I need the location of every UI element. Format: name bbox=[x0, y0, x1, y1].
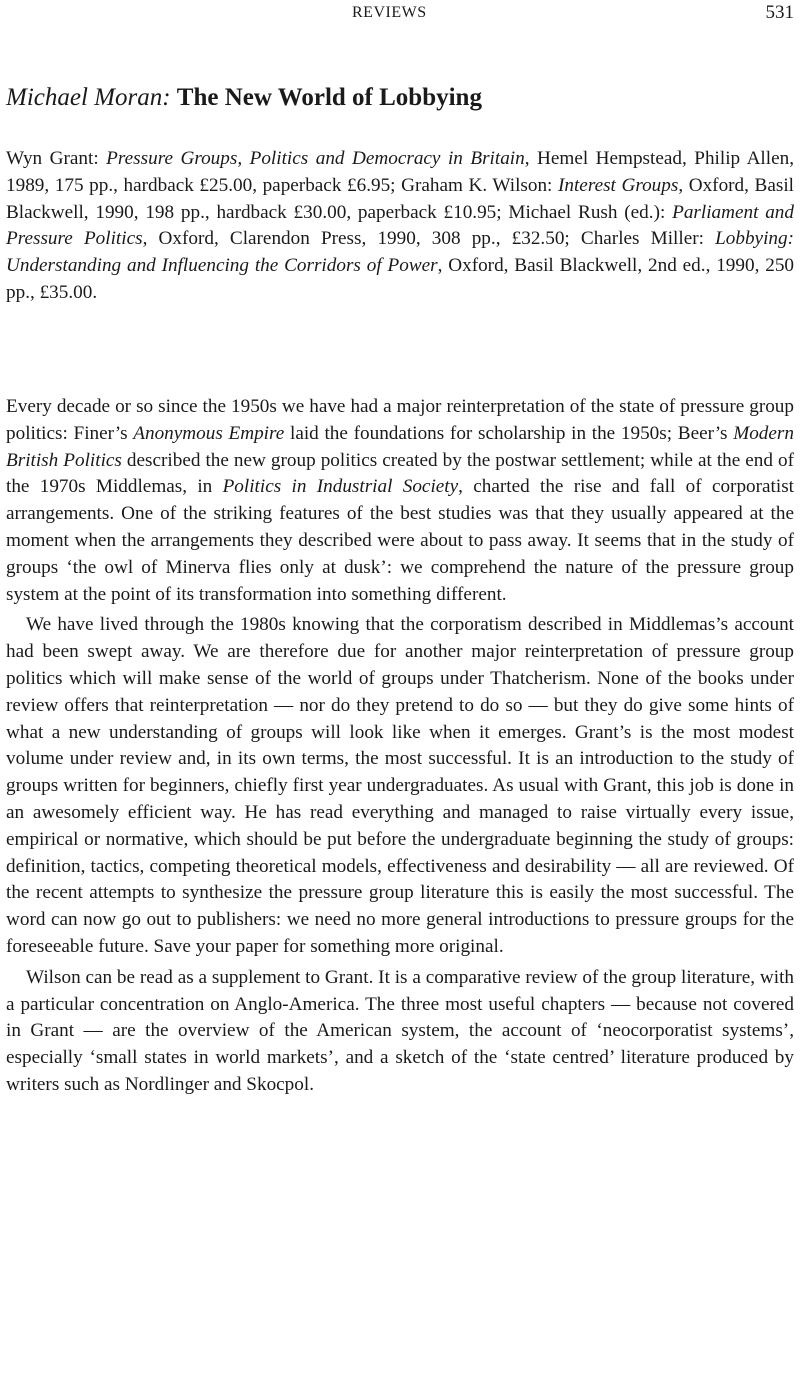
text-segment: laid the foundations for scholarship in the 1950s; Beer’s bbox=[284, 422, 734, 444]
body-paragraph bbox=[6, 612, 794, 960]
review-author: Michael Moran: bbox=[6, 84, 171, 111]
text-segment: , charted the rise and fall of corporatist arrangements. One of the striking features of the best studies was that they usually appeared at the moment when the arrangements they described were about to pass away. It seems that in the study of groups ‘the owl of Minerva flies only at dusk’: we comprehend the nature of the pressure group system at the point of its transformation into something different. bbox=[6, 476, 794, 605]
running-head: REVIEWS bbox=[352, 4, 427, 21]
text-segment: described the new group politics created by the postwar settlement; while at the end of the 1970s Middlemas, in bbox=[6, 449, 794, 498]
body-paragraph bbox=[6, 394, 794, 608]
italic-title-segment: Pressure Groups, Politics and Democracy in Britain bbox=[106, 148, 525, 169]
page-header bbox=[0, 0, 800, 30]
text-segment: , Hemel Hempstead, Philip Allen, 1989, 175 pp., hardback £25.00, paperback £6.95; Graham K. Wilson: bbox=[6, 148, 794, 196]
italic-title-segment: Lobbying: Understanding and Influencing the Corridors of Power bbox=[6, 228, 794, 277]
page-number: 531 bbox=[765, 2, 794, 23]
text-segment: Wyn Grant: bbox=[6, 148, 107, 169]
review-heading: The New World of Lobbying bbox=[176, 84, 482, 111]
text-segment: We have lived through the 1980s knowing that the corporatism described in Middlemas’s account had been swept away. We are therefore due for another major reinterpretation of pressure group politics which will make sense of the world of groups under Thatcherism. None of the books under review offers that reinterpretation — nor do they pretend to do so — but they do give some hints of what a new understanding of groups will look like when it emerges. Grant’s is the most modest volume under review and, in its own terms, the most successful. It is an introduction to the study of groups written for beginners, chiefly first year undergraduates. As usual with Grant, this job is done in an awesomely efficient way. He has read everything and managed to raise virtually every issue, empirical or normative, which should be put before the undergraduate beginning the study of groups: definition, tactics, competing theoretical models, effectiveness and desirability — all are reviewed. Of the recent attempts to synthesize the pressure group literature this is easily the most successful. The word can now go out to publishers: we need no more general introductions to pressure groups for the foreseeable future. Save your paper for something more original. bbox=[6, 614, 794, 957]
text-segment: Every decade or so since the 1950s we have had a major reinterpretation of the state of pressure group politics: Finer’s bbox=[6, 396, 794, 444]
review-body bbox=[6, 394, 794, 1103]
text-segment: , Oxford, Basil Blackwell, 2nd ed., 1990, 250 pp., £35.00. bbox=[6, 255, 795, 303]
italic-title-segment: Modern British Politics bbox=[6, 422, 794, 471]
italic-title-segment: Parliament and Pressure Politics bbox=[6, 201, 794, 250]
review-title bbox=[6, 84, 482, 112]
italic-title-segment: Politics in Industrial Society bbox=[222, 476, 459, 498]
text-segment: , Oxford, Basil Blackwell, 1990, 198 pp., hardback £30.00, paperback £10.95; Michael Rush (ed.): bbox=[6, 174, 794, 223]
text-segment: , Oxford, Clarendon Press, 1990, 308 pp., £32.50; Charles Miller: bbox=[142, 228, 716, 250]
book-citations bbox=[6, 146, 794, 307]
italic-title-segment: Anonymous Empire bbox=[133, 422, 285, 444]
italic-title-segment: Interest Groups bbox=[557, 174, 679, 196]
text-segment: Wilson can be read as a supplement to Grant. It is a comparative review of the group literature, with a particular concentration on Anglo-America. The three most useful chapters — because not covered in Grant — are the overview of the American system, the account of ‘neocorporatist systems’, especially ‘small states in world markets’, and a sketch of the ‘state centred’ literature produced by writers such as Nordlinger and Skocpol. bbox=[6, 966, 794, 1095]
body-paragraph bbox=[6, 965, 794, 1099]
